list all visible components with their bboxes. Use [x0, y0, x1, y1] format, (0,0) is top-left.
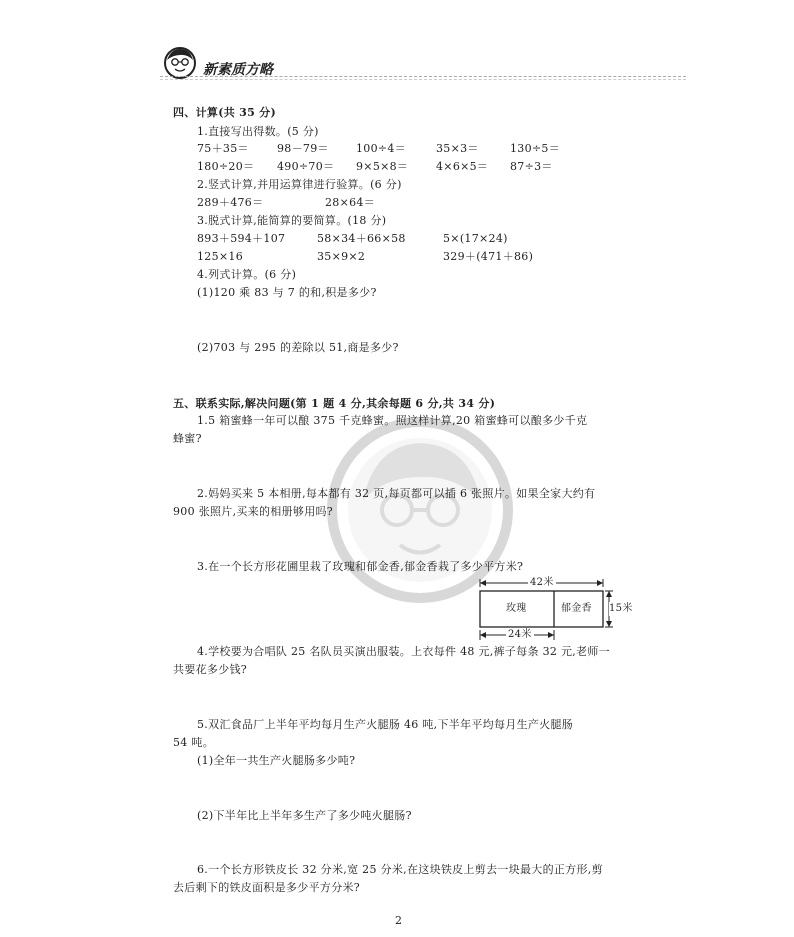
diagram-left-label: 玫瑰	[506, 603, 527, 614]
q4-4-part1: (1)120 乘 83 与 7 的和,积是多少?	[197, 286, 377, 299]
diagram-top-label: 42米	[530, 577, 554, 588]
calc-item: 329＋(471＋86)	[443, 250, 534, 263]
header-divider	[160, 76, 686, 77]
section-5-title: 五、联系实际,解决问题(第 1 题 4 分,其余每题 6 分,共 34 分)	[173, 397, 496, 410]
section-4-title: 四、计算(共 35 分)	[173, 106, 276, 119]
q4-1-title: 1.直接写出得数。(5 分)	[197, 125, 319, 138]
q4-2-title: 2.竖式计算,并用运算律进行验算。(6 分)	[197, 178, 402, 191]
calc-item: 490÷70＝	[277, 160, 335, 173]
calc-item: 58×34＋66×58	[317, 232, 406, 245]
q5-6-line2: 去后剩下的铁皮面积是多少平方分米?	[173, 881, 360, 894]
calc-item: 130÷5＝	[510, 142, 561, 155]
calc-item: 35×9×2	[317, 250, 366, 263]
q5-6-line1: 6.一个长方形铁皮长 32 分米,宽 25 分米,在这块铁皮上剪去一块最大的正方形,剪	[197, 863, 603, 876]
calc-item: 75＋35＝	[197, 142, 249, 155]
calc-item: 28×64＝	[325, 196, 376, 209]
page-number: 2	[395, 914, 402, 927]
q5-5-part2: (2)下半年比上半年多生产了多少吨火腿肠?	[197, 809, 412, 822]
q5-5-line2: 54 吨。	[173, 736, 214, 749]
calc-item: 125×16	[197, 250, 244, 263]
q5-1-line1: 1.5 箱蜜蜂一年可以酿 375 千克蜂蜜。照这样计算,20 箱蜜蜂可以酿多少千克	[197, 414, 588, 427]
calc-item: 9×5×8＝	[356, 160, 409, 173]
calc-item: 98－79＝	[277, 142, 329, 155]
q5-3-text: 3.在一个长方形花圃里栽了玫瑰和郁金香,郁金香栽了多少平方米?	[197, 560, 524, 573]
q5-4-line1: 4.学校要为合唱队 25 名队员买演出服装。上衣每件 48 元,裤子每条 32 元,老师一	[197, 645, 610, 658]
q5-5-part1: (1)全年一共生产火腿肠多少吨?	[197, 754, 356, 767]
q4-4-title: 4.列式计算。(6 分)	[197, 268, 297, 281]
q5-5-line1: 5.双汇食品厂上半年平均每月生产火腿肠 46 吨,下半年平均每月生产火腿肠	[197, 718, 574, 731]
q5-4-line2: 共要花多少钱?	[173, 663, 247, 676]
header-brand: 新素质方略	[203, 62, 273, 78]
q5-2-line2: 900 张照片,买来的相册够用吗?	[173, 505, 333, 518]
q5-1-line2: 蜂蜜?	[173, 432, 202, 445]
garden-diagram	[468, 575, 633, 645]
q4-4-part2: (2)703 与 295 的差除以 51,商是多少?	[197, 341, 399, 354]
avatar-icon	[163, 46, 197, 80]
calc-item: 5×(17×24)	[443, 232, 508, 245]
diagram-side-label: 15米	[609, 603, 633, 614]
q5-2-line1: 2.妈妈买来 5 本相册,每本都有 32 页,每页都可以插 6 张照片。如果全家大约有	[197, 487, 596, 500]
calc-item: 180÷20＝	[197, 160, 255, 173]
calc-item: 35×3＝	[436, 142, 479, 155]
calc-item: 4×6×5＝	[436, 160, 489, 173]
header-logo	[163, 46, 197, 80]
calc-item: 289＋476＝	[197, 196, 264, 209]
diagram-right-label: 郁金香	[561, 603, 592, 614]
diagram-bottom-label: 24米	[508, 629, 532, 640]
calc-item: 893＋594＋107	[197, 232, 286, 245]
calc-item: 87÷3＝	[510, 160, 553, 173]
q4-3-title: 3.脱式计算,能简算的要简算。(18 分)	[197, 214, 387, 227]
header-divider-2	[160, 79, 686, 80]
calc-item: 100÷4＝	[356, 142, 407, 155]
